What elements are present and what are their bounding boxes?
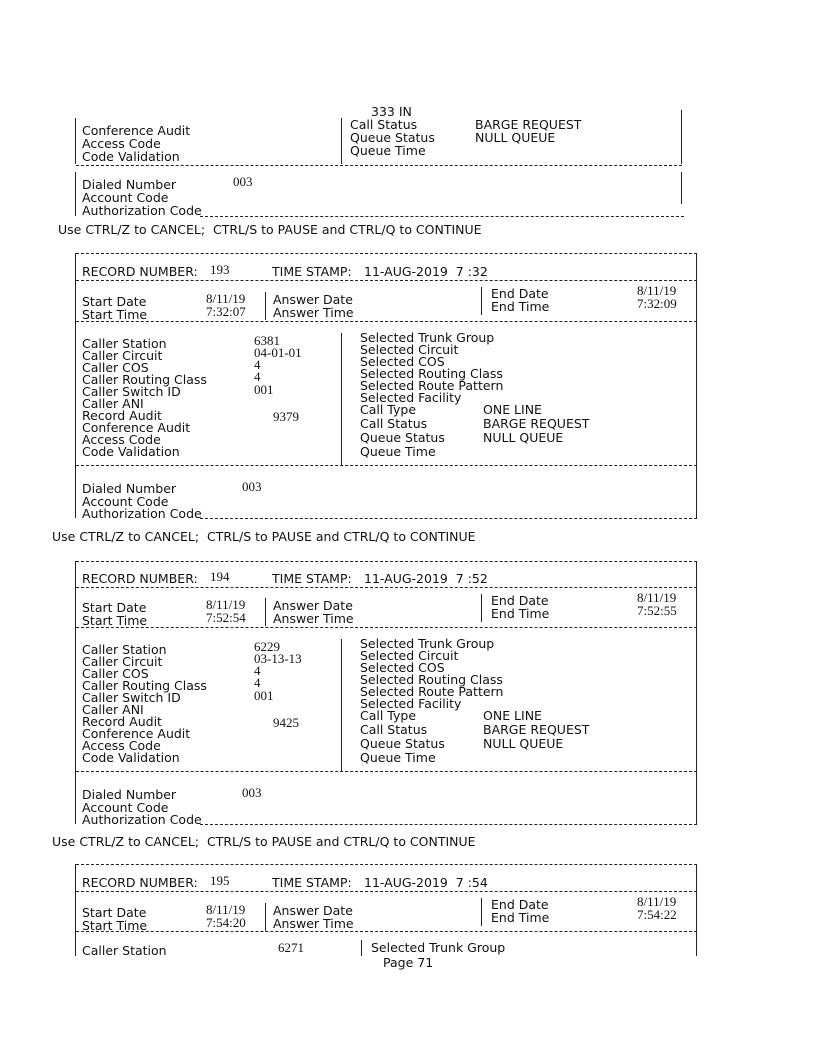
account-code-label: Account Code [82, 800, 169, 815]
start-time-value: 7:32:07 [206, 304, 246, 319]
selected-trunk-group-label: Selected Trunk Group [371, 940, 506, 955]
queue-time-label: Queue Time [360, 750, 436, 765]
record-top-divider [76, 864, 697, 865]
fields-divider [76, 465, 697, 466]
caller-station-label: Caller Station [82, 336, 167, 351]
start-time-label: Start Time [82, 918, 148, 933]
call-status-value: BARGE REQUEST [483, 722, 590, 737]
dialed-number-value: 003 [242, 785, 262, 800]
caller-circuit-value: 04-01-01 [254, 345, 302, 360]
start-time-value: 7:54:20 [206, 915, 246, 930]
fragment-right-border [681, 110, 682, 164]
authorization-code-label: Authorization Code [82, 506, 202, 521]
record-right-border [696, 253, 697, 518]
fields-divider [76, 771, 697, 772]
start-date-label: Start Date [82, 294, 147, 309]
time-stamp-value: 11-AUG-2019 7 :54 [364, 875, 488, 890]
call-status-value: BARGE REQUEST [483, 416, 590, 431]
answer-date-label: Answer Date [273, 292, 353, 307]
fragment-val-0: BARGE REQUEST [475, 117, 582, 132]
record-audit-label: Record Audit [82, 714, 162, 729]
record-right-border [696, 561, 697, 824]
authorization-code-label: Authorization Code [82, 812, 202, 827]
caller-circuit-label: Caller Circuit [82, 348, 163, 363]
caller-switch-id-label: Caller Switch ID [82, 690, 181, 705]
fragment-bottom-divider [200, 216, 684, 217]
record-number-value: 194 [210, 569, 230, 584]
fragment-dialed-left-border [75, 172, 76, 216]
fragment-dialed-label: Dialed Number [82, 177, 177, 192]
queue-status-label: Queue Status [360, 736, 445, 751]
start-time-label: Start Time [82, 613, 148, 628]
page-number: Page 71 [383, 955, 434, 970]
prompt-line: Use CTRL/Z to CANCEL; CTRL/S to PAUSE and CTRL/Q to CONTINUE [52, 834, 476, 849]
fragment-val-1: NULL QUEUE [475, 130, 556, 145]
end-date-label: End Date [491, 897, 549, 912]
caller-routing-class-value: 4 [254, 369, 261, 384]
fields-separator [361, 940, 362, 956]
prompt-line: Use CTRL/Z to CANCEL; CTRL/S to PAUSE and CTRL/Q to CONTINUE [58, 222, 482, 237]
time-stamp-value: 11-AUG-2019 7 :32 [364, 264, 488, 279]
fragment-mid-1: Queue Status [350, 130, 435, 145]
fragment-dialed-value: 003 [233, 174, 253, 189]
end-date-label: End Date [491, 286, 549, 301]
end-date-value: 8/11/19 [637, 894, 677, 909]
access-code-label: Access Code [82, 432, 161, 447]
call-type-value: ONE LINE [483, 708, 542, 723]
record-bottom-divider [200, 824, 697, 825]
record-number-value: 195 [210, 873, 230, 888]
end-separator [481, 594, 482, 622]
start-date-value: 8/11/19 [206, 902, 246, 917]
fragment-mid-0: Call Status [350, 117, 418, 132]
start-date-label: Start Date [82, 600, 147, 615]
queue-status-value: NULL QUEUE [483, 736, 564, 751]
selected-routing-class-label: Selected Routing Class [360, 672, 503, 687]
dates-divider [76, 321, 697, 322]
record-number-label: RECORD NUMBER: [82, 571, 198, 586]
dialed-number-label: Dialed Number [82, 787, 177, 802]
record-left-border [75, 253, 76, 518]
dialed-number-value: 003 [242, 479, 262, 494]
account-code-label: Account Code [82, 494, 169, 509]
dates-divider [76, 931, 697, 932]
fragment-divider [76, 165, 682, 166]
fragment-left-border [75, 118, 76, 164]
record-number-value: 193 [210, 262, 230, 277]
header-divider [76, 587, 697, 588]
time-stamp-value: 11-AUG-2019 7 :52 [364, 571, 488, 586]
dialed-number-label: Dialed Number [82, 481, 177, 496]
end-date-value: 8/11/19 [637, 283, 677, 298]
answer-time-label: Answer Time [273, 611, 354, 626]
start-date-label: Start Date [82, 905, 147, 920]
selected-route-pattern-label: Selected Route Pattern [360, 378, 504, 393]
conference-audit-label: Conference Audit [82, 726, 191, 741]
fragment-mid-border [341, 118, 342, 164]
caller-circuit-value: 03-13-13 [254, 651, 302, 666]
fragment-mid-2: Queue Time [350, 143, 426, 158]
end-separator [481, 898, 482, 926]
record-bottom-divider [200, 518, 697, 519]
header-divider [76, 280, 697, 281]
date-separator [265, 292, 266, 320]
start-date-value: 8/11/19 [206, 291, 246, 306]
date-separator [265, 598, 266, 626]
record-number-label: RECORD NUMBER: [82, 264, 198, 279]
caller-station-value: 6381 [254, 333, 280, 348]
answer-date-label: Answer Date [273, 903, 353, 918]
prompt-line: Use CTRL/Z to CANCEL; CTRL/S to PAUSE and CTRL/Q to CONTINUE [52, 529, 476, 544]
call-status-label: Call Status [360, 416, 428, 431]
caller-routing-class-label: Caller Routing Class [82, 678, 207, 693]
time-stamp-label: TIME STAMP: [272, 571, 352, 586]
record-audit-value: 9379 [273, 409, 299, 424]
conference-audit-label: Conference Audit [82, 420, 191, 435]
caller-cos-value: 4 [254, 663, 261, 678]
call-type-value: ONE LINE [483, 402, 542, 417]
end-time-value: 7:52:55 [637, 603, 677, 618]
caller-switch-id-value: 001 [254, 688, 274, 703]
record-left-border [75, 864, 76, 956]
selected-cos-label: Selected COS [360, 354, 445, 369]
access-code-label: Access Code [82, 738, 161, 753]
fields-separator [341, 639, 342, 771]
start-time-label: Start Time [82, 307, 148, 322]
record-audit-label: Record Audit [82, 408, 162, 423]
caller-station-label: Caller Station [82, 642, 167, 657]
queue-status-value: NULL QUEUE [483, 430, 564, 445]
record-top-divider [76, 561, 697, 562]
time-stamp-label: TIME STAMP: [272, 264, 352, 279]
caller-routing-class-value: 4 [254, 675, 261, 690]
record-audit-value: 9425 [273, 715, 299, 730]
record-left-border [75, 561, 76, 824]
selected-routing-class-label: Selected Routing Class [360, 366, 503, 381]
end-date-value: 8/11/19 [637, 590, 677, 605]
code-validation-label: Code Validation [82, 750, 180, 765]
caller-cos-label: Caller COS [82, 666, 149, 681]
end-time-label: End Time [491, 606, 550, 621]
end-date-label: End Date [491, 593, 549, 608]
call-status-label: Call Status [360, 722, 428, 737]
selected-circuit-label: Selected Circuit [360, 648, 459, 663]
call-type-label: Call Type [360, 708, 417, 723]
fragment-auth: Authorization Code [82, 203, 202, 218]
end-time-label: End Time [491, 910, 550, 925]
call-type-label: Call Type [360, 402, 417, 417]
caller-routing-class-label: Caller Routing Class [82, 372, 207, 387]
caller-switch-id-label: Caller Switch ID [82, 384, 181, 399]
answer-date-label: Answer Date [273, 598, 353, 613]
answer-time-label: Answer Time [273, 916, 354, 931]
queue-time-label: Queue Time [360, 444, 436, 459]
selected-route-pattern-label: Selected Route Pattern [360, 684, 504, 699]
caller-station-label: Caller Station [82, 943, 167, 958]
selected-trunk-group-label: Selected Trunk Group [360, 636, 495, 651]
caller-ani-label: Caller ANI [82, 396, 144, 411]
selected-facility-label: Selected Facility [360, 696, 462, 711]
fragment-dialed-right-border [681, 172, 682, 204]
queue-status-label: Queue Status [360, 430, 445, 445]
fields-separator [341, 333, 342, 465]
date-separator [265, 903, 266, 931]
end-time-value: 7:32:09 [637, 296, 677, 311]
start-date-value: 8/11/19 [206, 597, 246, 612]
end-time-value: 7:54:22 [637, 907, 677, 922]
record-top-divider [76, 253, 697, 254]
selected-facility-label: Selected Facility [360, 390, 462, 405]
caller-circuit-label: Caller Circuit [82, 654, 163, 669]
selected-circuit-label: Selected Circuit [360, 342, 459, 357]
fragment-account: Account Code [82, 190, 169, 205]
code-validation-label: Code Validation [82, 444, 180, 459]
record-number-label: RECORD NUMBER: [82, 875, 198, 890]
answer-time-label: Answer Time [273, 305, 354, 320]
fragment-in-line: 333 IN [371, 104, 412, 119]
caller-cos-label: Caller COS [82, 360, 149, 375]
caller-station-value: 6229 [254, 639, 280, 654]
caller-switch-id-value: 001 [254, 382, 274, 397]
time-stamp-label: TIME STAMP: [272, 875, 352, 890]
selected-trunk-group-label: Selected Trunk Group [360, 330, 495, 345]
caller-cos-value: 4 [254, 357, 261, 372]
selected-cos-label: Selected COS [360, 660, 445, 675]
fragment-left-2: Code Validation [82, 149, 180, 164]
caller-station-value: 6271 [278, 940, 304, 955]
caller-ani-label: Caller ANI [82, 702, 144, 717]
fragment-left-0: Conference Audit [82, 123, 191, 138]
start-time-value: 7:52:54 [206, 610, 246, 625]
header-divider [76, 891, 697, 892]
end-separator [481, 287, 482, 315]
fragment-left-1: Access Code [82, 136, 161, 151]
end-time-label: End Time [491, 299, 550, 314]
dates-divider [76, 627, 697, 628]
record-right-border [696, 864, 697, 956]
